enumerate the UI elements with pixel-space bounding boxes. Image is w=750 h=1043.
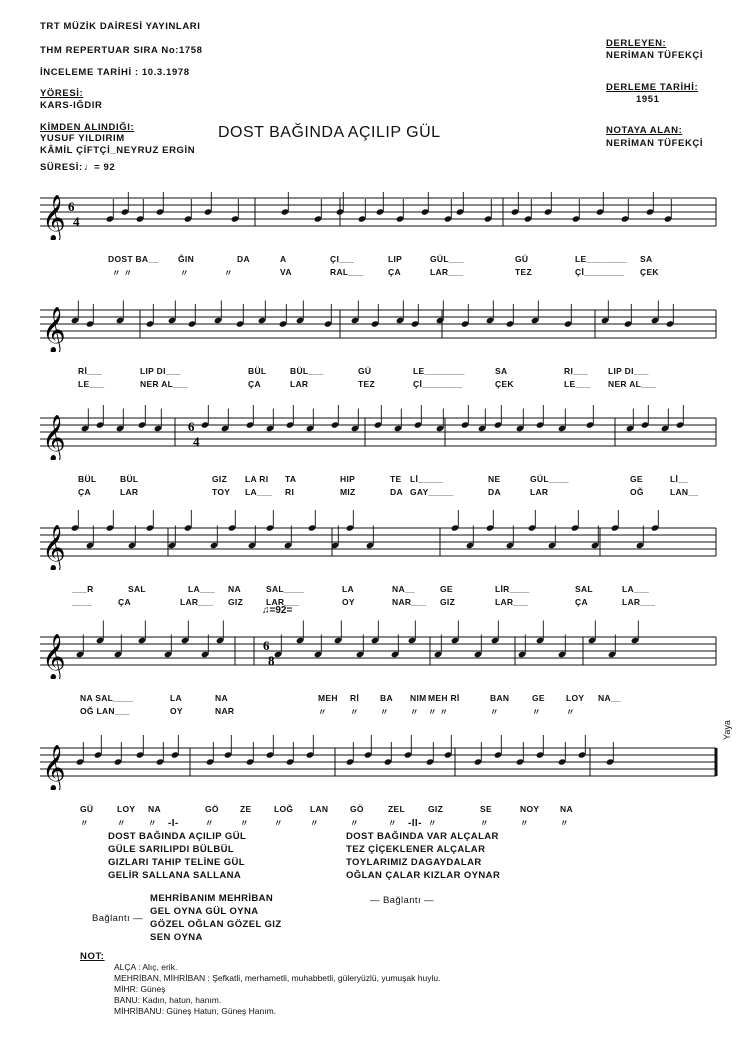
lyric-syllable: DA: [237, 254, 250, 264]
lyric-syllable-alt: DA: [488, 487, 501, 497]
lyric-syllable: DOST BA__: [108, 254, 159, 264]
staff-system: [0, 180, 750, 240]
song-title: DOST BAĞINDA AÇILIP GÜL: [218, 124, 441, 141]
verse-2-line: TEZ ÇİÇEKLENER ALÇALAR: [346, 844, 486, 855]
lyric-syllable-alt: LAR___: [266, 597, 300, 607]
lyric-syllable-alt: OY: [342, 597, 355, 607]
lyric-syllable: NA__: [598, 693, 621, 703]
note-item: MİHR: Güneş: [114, 984, 166, 994]
compiler-label: DERLEYEN:: [606, 38, 667, 49]
lyric-syllable: GÜL___: [430, 254, 464, 264]
lyric-syllable: Rİ___: [78, 366, 103, 376]
lyric-syllable-alt: LAR___: [622, 597, 656, 607]
lyric-syllable: MEH Rİ: [428, 693, 460, 703]
lyric-syllable-alt: Çİ________: [413, 379, 463, 389]
verse-2-line: TOYLARIMIZ DAGAYDALAR: [346, 857, 482, 868]
lyric-syllable-alt: 〃: [350, 818, 359, 828]
lyric-syllable-alt: OĞ: [630, 487, 644, 497]
lyric-syllable: LE________: [575, 254, 627, 264]
lyric-syllable: GÖ: [350, 804, 364, 814]
lyric-syllable-alt: LE___: [78, 379, 105, 389]
lyric-syllable-alt: LE___: [564, 379, 591, 389]
lyric-syllable-alt: 〃: [274, 818, 283, 828]
lyric-syllable: BÜL: [120, 474, 139, 484]
treble-clef-icon: 𝄞: [42, 307, 66, 352]
lyric-syllable-alt: GAY_____: [410, 487, 454, 497]
lyric-syllable: LOY: [117, 804, 136, 814]
lyric-syllable: SA: [640, 254, 653, 264]
repertoire-number: THM REPERTUAR SIRA No:1758: [40, 45, 203, 56]
region-value: KARS-IĞDIR: [40, 100, 103, 111]
lyric-syllable-alt: 〃: [148, 818, 157, 828]
lyric-syllable: NE: [488, 474, 501, 484]
lyric-syllable-alt: LAN__: [670, 487, 699, 497]
refrain-line: MEHRİBANIM MEHRİBAN: [150, 893, 274, 904]
lyric-syllable: NA: [228, 584, 241, 594]
time-signature-top: 6: [263, 638, 270, 653]
lyric-syllable-alt: GIZ: [440, 597, 456, 607]
notation-value: NERİMAN TÜFEKÇİ: [606, 138, 704, 149]
lyric-syllable: LIP DI___: [140, 366, 181, 376]
lyric-syllable-alt: GIZ: [228, 597, 244, 607]
notes-label: NOT:: [80, 951, 105, 962]
lyric-syllable: LOY: [566, 693, 585, 703]
lyric-syllable: LA RI: [245, 474, 269, 484]
lyric-syllable-alt: LAR___: [430, 267, 464, 277]
lyric-syllable-alt: VA: [280, 267, 292, 277]
lyric-syllable-alt: ÇEK: [495, 379, 514, 389]
lyric-syllable: GÜ: [515, 254, 529, 264]
lyric-syllable: LA: [342, 584, 354, 594]
publisher-line: TRT MÜZİK DAİRESİ YAYINLARI: [40, 21, 201, 32]
lyric-syllable-alt: 〃: [520, 818, 529, 828]
lyric-syllable-alt: 〃: [388, 818, 397, 828]
refrain-line: GEL OYNA GÜL OYNA: [150, 906, 259, 917]
time-signature-bottom: 4: [73, 214, 80, 229]
verse-2-label: -II-: [408, 818, 422, 829]
lyric-syllable: LA___: [188, 584, 216, 594]
staff-system: [0, 730, 750, 790]
lyric-syllable-alt: NER AL___: [608, 379, 657, 389]
lyric-syllable: LA___: [622, 584, 650, 594]
lyric-syllable-alt: 〃 〃: [112, 268, 133, 278]
refrain-label-2: — Bağlantı —: [370, 895, 434, 906]
lyric-syllable-alt: 〃: [117, 818, 126, 828]
staff-system: [0, 292, 750, 352]
lyric-syllable-alt: 〃: [490, 707, 499, 717]
verse-1: [108, 830, 246, 882]
lyric-syllable: LIP: [388, 254, 403, 264]
lyric-syllable-alt: 〃: [560, 818, 569, 828]
lyric-syllable: GÜ: [80, 804, 94, 814]
lyric-syllable-alt: DA: [390, 487, 403, 497]
verse-2: [346, 830, 500, 882]
lyric-syllable-alt: 〃: [410, 707, 419, 717]
verse-1-line: GELİR SALLANA SALLANA: [108, 870, 242, 881]
source-value-1: YUSUF YILDIRIM: [40, 133, 125, 144]
note-item: MİHRİBANU: Güneş Hatun, Güneş Hanım.: [114, 1006, 277, 1016]
region-label: YÖRESİ:: [40, 88, 84, 99]
source-label: KİMDEN ALINDIĞI:: [40, 122, 135, 133]
lyric-syllable-alt: 〃: [480, 818, 489, 828]
lyric-syllable-alt: 〃: [350, 707, 359, 717]
tempo-marking-2: ♫=92=: [262, 605, 293, 616]
lyric-syllable-alt: TEZ: [358, 379, 375, 389]
lyric-syllable: MEH: [318, 693, 338, 703]
refrain: [150, 892, 282, 944]
lyric-syllable: ___R: [72, 584, 94, 594]
tempo-marking: ♩= 92: [84, 162, 116, 173]
lyric-syllable-alt: OĞ LAN___: [80, 706, 130, 716]
lyric-syllable: SE: [480, 804, 492, 814]
lyric-syllable: NIM: [410, 693, 427, 703]
lyric-syllable-alt: LAR: [530, 487, 549, 497]
compile-date-label: DERLEME TARİHİ:: [606, 82, 699, 93]
time-signature-bottom: 8: [268, 653, 275, 668]
note-item: BANU: Kadın, hatun, hanım.: [114, 995, 222, 1005]
lyric-syllable: GÜL____: [530, 474, 569, 484]
staff-system: [0, 619, 750, 679]
lyric-syllable: LAN: [310, 804, 329, 814]
treble-clef-icon: 𝄞: [42, 634, 66, 679]
lyric-syllable: NOY: [520, 804, 540, 814]
lyric-syllable: GIZ: [428, 804, 444, 814]
lyric-syllable: TA: [285, 474, 297, 484]
lyric-syllable-alt: ____: [72, 597, 93, 607]
lyric-syllable-alt: ÇA: [575, 597, 588, 607]
lyric-syllable: BÜL: [248, 366, 267, 376]
lyric-syllable: GÖ: [205, 804, 219, 814]
lyric-syllable: ĞIN: [178, 254, 195, 264]
lyric-syllable: NA: [560, 804, 573, 814]
lyric-syllable: SAL: [128, 584, 146, 594]
lyric-syllable-alt: OY: [170, 706, 183, 716]
lyric-syllable: A: [280, 254, 287, 264]
lyric-syllable-alt: TEZ: [515, 267, 532, 277]
lyric-syllable: GE: [532, 693, 545, 703]
lyric-syllable: NA: [148, 804, 161, 814]
lyric-syllable-alt: 〃: [428, 818, 437, 828]
lyric-syllable-alt: ÇA: [118, 597, 131, 607]
staff-system: [0, 400, 750, 460]
treble-clef-icon: 𝄞: [42, 745, 66, 790]
lyric-syllable-alt: 〃: [318, 707, 327, 717]
lyric-syllable: NA SAL____: [80, 693, 134, 703]
lyric-syllable: Lİ_____: [410, 474, 444, 484]
lyric-syllable-alt: 〃: [310, 818, 319, 828]
lyric-syllable: SA: [495, 366, 508, 376]
staff-system: [0, 510, 750, 570]
lyric-syllable: GÜ: [358, 366, 372, 376]
verse-1-line: GIZLARI TAHIP TELİNE GÜL: [108, 857, 245, 868]
refrain-line: SEN OYNA: [150, 932, 203, 943]
duration-label: SÜRESİ:: [40, 162, 83, 173]
lyric-syllable: GIZ: [212, 474, 228, 484]
time-signature-bottom: 4: [193, 434, 200, 449]
notation-label: NOTAYA ALAN:: [606, 125, 683, 136]
lyric-syllable: LA: [170, 693, 182, 703]
lyric-syllable: BÜL___: [290, 366, 324, 376]
lyric-syllable: LİR____: [495, 584, 530, 594]
note-item: MEHRİBAN, MİHRİBAN : Şefkatli, merhametli, muhabbetli, güleryüzlü, yumuşak huylu.: [114, 973, 441, 983]
lyric-syllable-alt: MIZ: [340, 487, 356, 497]
compiler-value: NERİMAN TÜFEKÇİ: [606, 50, 704, 61]
verse-2-line: OĞLAN ÇALAR KIZLAR OYNAR: [346, 870, 501, 881]
lyric-syllable-alt: LAR: [120, 487, 139, 497]
lyric-syllable-alt: NER AL___: [140, 379, 189, 389]
lyric-syllable: GE: [630, 474, 643, 484]
lyric-syllable-alt: 〃: [380, 707, 389, 717]
treble-clef-icon: 𝄞: [42, 195, 66, 240]
lyric-syllable: Rİ: [350, 693, 360, 703]
lyric-syllable-alt: LAR___: [495, 597, 529, 607]
lyric-syllable: TE: [390, 474, 402, 484]
lyric-syllable-alt: 〃: [205, 818, 214, 828]
source-value-2: KÂMİL ÇİFTÇİ_NEYRUZ ERGİN: [40, 145, 196, 156]
lyric-syllable-alt: 〃: [532, 707, 541, 717]
lyric-syllable-alt: ÇA: [78, 487, 91, 497]
lyric-syllable-alt: LAR: [290, 379, 309, 389]
review-date: İNCELEME TARİHİ : 10.3.1978: [40, 67, 190, 78]
lyric-syllable: RI___: [564, 366, 589, 376]
lyric-syllable: ÇI___: [330, 254, 355, 264]
lyric-syllable-alt: 〃: [180, 268, 189, 278]
lyric-syllable: SAL____: [266, 584, 305, 594]
compile-date-value: 1951: [636, 94, 660, 105]
time-signature-top: 6: [188, 419, 195, 434]
treble-clef-icon: 𝄞: [42, 415, 66, 460]
lyric-syllable: ZEL: [388, 804, 405, 814]
refrain-line: GÖZEL OĞLAN GÖZEL GIZ: [150, 919, 282, 930]
lyric-syllable: SAL: [575, 584, 593, 594]
lyric-syllable: Lİ__: [670, 474, 689, 484]
lyric-syllable-alt: 〃: [566, 707, 575, 717]
treble-clef-icon: 𝄞: [42, 525, 66, 570]
lyric-syllable-alt: ÇEK: [640, 267, 659, 277]
verse-2-line: DOST BAĞINDA VAR ALÇALAR: [346, 831, 499, 842]
lyric-syllable-alt: NAR___: [392, 597, 427, 607]
lyric-syllable-alt: 〃: [224, 268, 233, 278]
lyric-syllable-alt: RI: [285, 487, 295, 497]
lyric-syllable-alt: 〃 〃: [428, 707, 449, 717]
lyric-syllable-alt: 〃: [240, 818, 249, 828]
lyric-syllable: LE________: [413, 366, 465, 376]
lyric-syllable: NA__: [392, 584, 415, 594]
lyric-syllable: HIP: [340, 474, 356, 484]
yaya-marking: Yaya: [722, 720, 732, 740]
lyric-syllable: BÜL: [78, 474, 97, 484]
lyric-syllable-alt: LAR___: [180, 597, 214, 607]
refrain-label: Bağlantı —: [92, 913, 143, 924]
lyric-syllable-alt: ÇA: [388, 267, 401, 277]
lyric-syllable-alt: LA___: [245, 487, 273, 497]
lyric-syllable-alt: RAL___: [330, 267, 364, 277]
verse-1-line: DOST BAĞINDA AÇILIP GÜL: [108, 831, 247, 842]
lyric-syllable: GE: [440, 584, 453, 594]
lyric-syllable: BAN: [490, 693, 510, 703]
time-signature-top: 6: [68, 199, 75, 214]
lyric-syllable: LOĞ: [274, 804, 294, 814]
notes-list: [114, 962, 440, 1017]
lyric-syllable-alt: 〃: [80, 818, 89, 828]
note-item: ALÇA : Alıç, erik.: [114, 962, 178, 972]
lyric-syllable: ZE: [240, 804, 252, 814]
lyric-syllable: LIP DI___: [608, 366, 649, 376]
lyric-syllable: BA: [380, 693, 393, 703]
lyric-syllable-alt: Çİ________: [575, 267, 625, 277]
verse-1-line: GÜLE SARILIPDI BÜLBÜL: [108, 844, 235, 855]
lyric-syllable: NA: [215, 693, 228, 703]
verse-1-label: -I-: [168, 818, 179, 829]
lyric-syllable-alt: NAR: [215, 706, 235, 716]
lyric-syllable-alt: TOY: [212, 487, 231, 497]
lyric-syllable-alt: ÇA: [248, 379, 261, 389]
